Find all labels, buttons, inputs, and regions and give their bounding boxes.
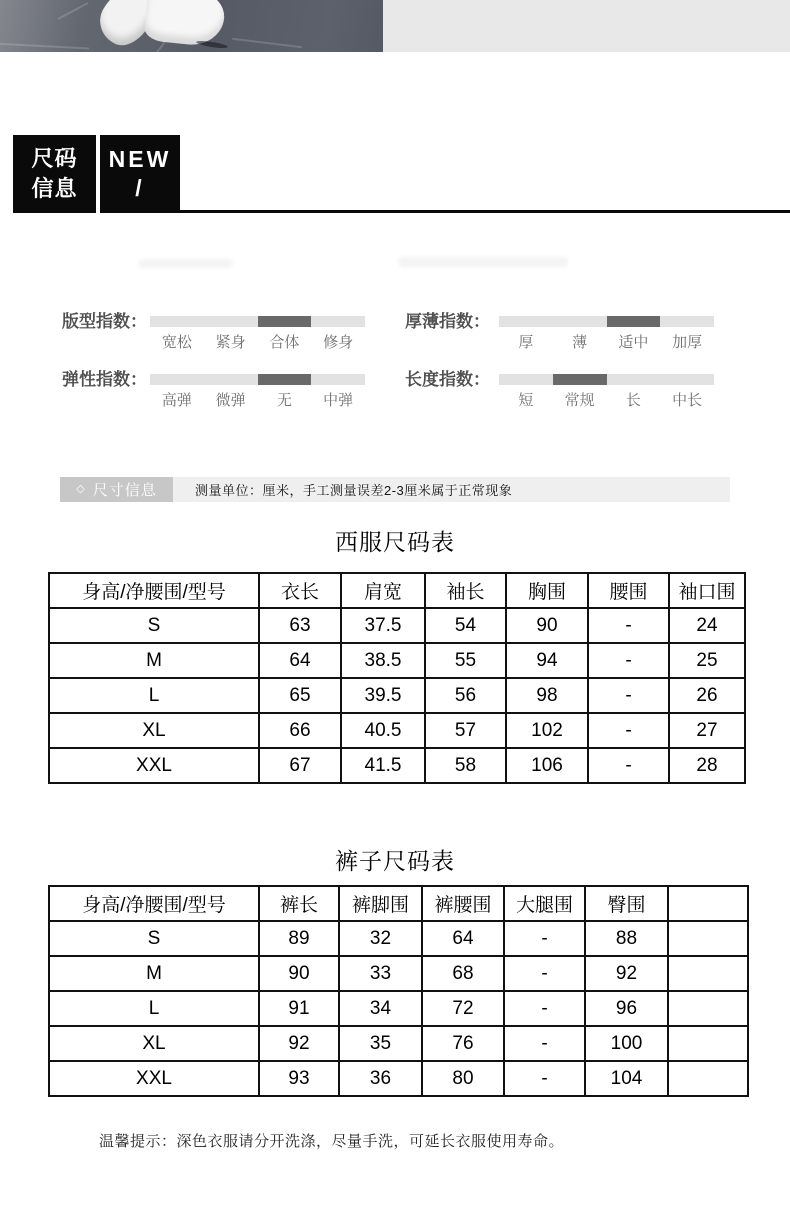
tab-new xyxy=(100,135,180,213)
table-header-row xyxy=(49,573,745,608)
table-row xyxy=(49,678,745,713)
table-cell: - xyxy=(588,748,669,783)
table-row xyxy=(49,713,745,748)
table-header-cell: 袖口围 xyxy=(669,573,745,608)
indicator-option: 合体 xyxy=(269,334,300,351)
table-row xyxy=(49,608,745,643)
table-cell: - xyxy=(588,643,669,678)
table-row xyxy=(49,1026,748,1061)
sneaker-toe-shadow xyxy=(196,40,228,50)
table-cell: 72 xyxy=(422,991,504,1026)
table-cell xyxy=(668,1026,748,1061)
table-row xyxy=(49,643,745,678)
measure-tag-label: 尺寸信息 xyxy=(92,482,157,499)
table-cell: 65 xyxy=(259,678,341,713)
indicator-label: 长度指数： xyxy=(405,370,490,389)
table-header-cell: 裤长 xyxy=(259,886,339,921)
indicator-bar xyxy=(499,374,714,385)
indicator-bar xyxy=(150,316,365,327)
floor-seam-line xyxy=(58,2,89,20)
table-cell: 92 xyxy=(259,1026,339,1061)
table-cell: - xyxy=(504,956,585,991)
indicator-active-segment xyxy=(258,316,312,327)
indicator-active-segment xyxy=(607,316,661,327)
table-cell: 90 xyxy=(259,956,339,991)
indicator-option: 高弹 xyxy=(161,392,192,409)
table-cell: 102 xyxy=(506,713,588,748)
table-cell: 93 xyxy=(259,1061,339,1096)
indicator-option: 厚 xyxy=(518,334,534,351)
table-cell: 67 xyxy=(259,748,341,783)
table-cell: 100 xyxy=(585,1026,668,1061)
table-cell: 64 xyxy=(259,643,341,678)
table-cell: 54 xyxy=(425,608,506,643)
table-cell: - xyxy=(588,713,669,748)
table-header-cell: 腰围 xyxy=(588,573,669,608)
table-cell: - xyxy=(588,608,669,643)
table-row xyxy=(49,748,745,783)
table-header-cell xyxy=(668,886,748,921)
table-cell: XL xyxy=(49,713,259,748)
indicator-option: 中长 xyxy=(672,392,703,409)
table-cell: 68 xyxy=(422,956,504,991)
table-cell xyxy=(668,1061,748,1096)
table-cell xyxy=(668,956,748,991)
care-tip-note: 温馨提示：深色衣服请分开洗涤，尽量手洗，可延长衣服使用寿命。 xyxy=(99,1133,565,1150)
table-header-cell: 裤腰围 xyxy=(422,886,504,921)
table-header-cell: 衣长 xyxy=(259,573,341,608)
table-header-cell: 袖长 xyxy=(425,573,506,608)
indicator-option: 修身 xyxy=(323,334,354,351)
indicator-option: 中弹 xyxy=(323,392,354,409)
indicator-label: 厚薄指数： xyxy=(405,312,490,331)
indicator-option: 微弹 xyxy=(215,392,246,409)
table-cell: 36 xyxy=(339,1061,422,1096)
table-cell: S xyxy=(49,608,259,643)
indicator-thickness xyxy=(405,312,714,352)
pants-size-table xyxy=(48,885,749,1097)
table-header-cell: 大腿围 xyxy=(504,886,585,921)
table-cell: 88 xyxy=(585,921,668,956)
floor-seam-line xyxy=(232,38,302,49)
tab-size-info-line2: 信息 xyxy=(31,176,78,201)
indicator-active-segment xyxy=(553,374,607,385)
table-cell: 98 xyxy=(506,678,588,713)
table-cell: 57 xyxy=(425,713,506,748)
photo-side-gray-area xyxy=(383,0,790,52)
table-cell: - xyxy=(504,1061,585,1096)
table-cell: 89 xyxy=(259,921,339,956)
indicator-option: 紧身 xyxy=(215,334,246,351)
table-row xyxy=(49,991,748,1026)
table-cell: - xyxy=(504,1026,585,1061)
tab-new-line2: / xyxy=(135,175,145,201)
indicator-bar xyxy=(150,374,365,385)
table-cell: 33 xyxy=(339,956,422,991)
table-cell: 26 xyxy=(669,678,745,713)
header-divider-line xyxy=(180,210,790,213)
table-cell: 80 xyxy=(422,1061,504,1096)
table-row xyxy=(49,956,748,991)
table-cell: 76 xyxy=(422,1026,504,1061)
table-cell: 25 xyxy=(669,643,745,678)
table-cell: L xyxy=(49,678,259,713)
indicator-option: 适中 xyxy=(618,334,649,351)
table-cell: 39.5 xyxy=(341,678,425,713)
table-cell: 27 xyxy=(669,713,745,748)
indicator-option: 长 xyxy=(625,392,641,409)
indicator-option: 薄 xyxy=(572,334,588,351)
tab-size-info-line1: 尺码 xyxy=(31,146,78,172)
tab-size-info xyxy=(13,135,96,213)
table-cell: 32 xyxy=(339,921,422,956)
measure-note-text: 测量单位：厘米，手工测量误差2-3厘米属于正常现象 xyxy=(195,483,513,498)
table-row xyxy=(49,921,748,956)
tab-new-line1: NEW xyxy=(108,146,172,173)
indicator-active-segment xyxy=(258,374,312,385)
floor-seam-line xyxy=(0,43,89,50)
table-cell xyxy=(668,921,748,956)
table-cell: L xyxy=(49,991,259,1026)
suit-table-title: 西服尺码表 xyxy=(335,529,455,555)
table-cell: 106 xyxy=(506,748,588,783)
indicator-label: 版型指数： xyxy=(62,312,147,331)
measure-tag xyxy=(60,477,173,502)
table-cell: 91 xyxy=(259,991,339,1026)
indicator-option: 短 xyxy=(518,392,534,409)
table-cell: 41.5 xyxy=(341,748,425,783)
table-cell: - xyxy=(588,678,669,713)
table-header-cell: 身高/净腰围/型号 xyxy=(49,573,259,608)
table-cell: XXL xyxy=(49,748,259,783)
diamond-icon: ◇ xyxy=(76,483,86,495)
table-cell: S xyxy=(49,921,259,956)
table-header-cell: 臀围 xyxy=(585,886,668,921)
indicator-bar xyxy=(499,316,714,327)
indicator-fit xyxy=(62,312,365,352)
table-cell: M xyxy=(49,643,259,678)
table-cell: 35 xyxy=(339,1026,422,1061)
table-row xyxy=(49,1061,748,1096)
indicator-option: 常规 xyxy=(564,392,595,409)
table-cell: 104 xyxy=(585,1061,668,1096)
indicator-elasticity xyxy=(62,370,365,410)
table-cell xyxy=(668,991,748,1026)
indicator-option: 加厚 xyxy=(672,334,703,351)
faint-watermark xyxy=(398,257,568,267)
table-header-cell: 身高/净腰围/型号 xyxy=(49,886,259,921)
indicator-option: 宽松 xyxy=(161,334,192,351)
table-cell: 37.5 xyxy=(341,608,425,643)
suit-size-table xyxy=(48,572,746,784)
table-cell: 24 xyxy=(669,608,745,643)
table-header-row xyxy=(49,886,748,921)
pants-table-title: 裤子尺码表 xyxy=(335,848,455,874)
table-cell: 38.5 xyxy=(341,643,425,678)
table-cell: 96 xyxy=(585,991,668,1026)
table-cell: 58 xyxy=(425,748,506,783)
table-cell: 55 xyxy=(425,643,506,678)
table-cell: 28 xyxy=(669,748,745,783)
table-header-cell: 肩宽 xyxy=(341,573,425,608)
indicator-length xyxy=(405,370,714,410)
table-cell: 56 xyxy=(425,678,506,713)
table-header-cell: 裤脚围 xyxy=(339,886,422,921)
table-cell: 90 xyxy=(506,608,588,643)
table-header-cell: 胸围 xyxy=(506,573,588,608)
table-cell: XL xyxy=(49,1026,259,1061)
table-cell: 92 xyxy=(585,956,668,991)
measure-note-strip xyxy=(60,477,730,502)
table-cell: M xyxy=(49,956,259,991)
indicator-option: 无 xyxy=(276,392,292,409)
table-cell: 66 xyxy=(259,713,341,748)
table-cell: 34 xyxy=(339,991,422,1026)
top-photo-strip xyxy=(0,0,790,52)
table-cell: XXL xyxy=(49,1061,259,1096)
table-cell: 94 xyxy=(506,643,588,678)
table-cell: - xyxy=(504,921,585,956)
table-cell: 63 xyxy=(259,608,341,643)
indicator-label: 弹性指数： xyxy=(62,370,147,389)
table-cell: 40.5 xyxy=(341,713,425,748)
table-cell: 64 xyxy=(422,921,504,956)
faint-watermark xyxy=(138,259,233,268)
product-photo-sneakers xyxy=(0,0,383,52)
white-sneaker-right-shape xyxy=(143,0,226,48)
table-cell: - xyxy=(504,991,585,1026)
